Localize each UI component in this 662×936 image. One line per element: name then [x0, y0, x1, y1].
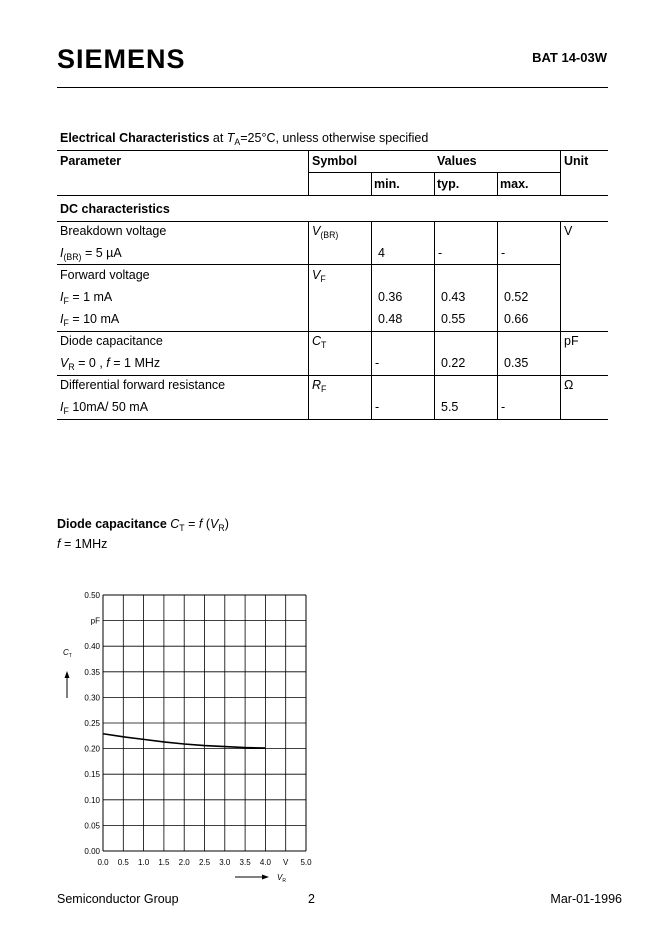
y-axis-arrowhead [65, 671, 70, 678]
row-resistance-min: - [375, 400, 380, 414]
x-axis-arrowhead [262, 875, 269, 880]
x-tick-label: 5.0 [300, 858, 312, 867]
x-tick-label: 0.5 [117, 858, 129, 867]
x-tick-label: 3.5 [239, 858, 251, 867]
y-tick-label: 0.25 [84, 719, 100, 728]
x-tick-label: 4.0 [259, 858, 271, 867]
row-breakdown-min: 4 [378, 246, 385, 260]
footer-company: Semiconductor Group [57, 892, 179, 906]
siemens-logo: SIEMENS [57, 44, 186, 74]
header-values: Values [437, 154, 477, 168]
row-forward-min1: 0.36 [378, 290, 403, 304]
row-capacitance-max: 0.35 [504, 356, 529, 370]
electrical-characteristics-title: Electrical Characteristics at $T_A=25^\circ C$, unless otherwise specified [60, 131, 429, 147]
row-resistance-typ: 5.5 [441, 400, 459, 414]
y-tick-label: 0.40 [84, 642, 100, 652]
y-axis-label: $C_T$ [63, 648, 72, 659]
y-tick-label: 0.15 [84, 770, 100, 780]
row-forward-typ1: 0.43 [441, 290, 466, 304]
row-capacitance-unit: pF [564, 334, 579, 348]
row-forward-param: Forward voltage [60, 268, 150, 282]
x-tick-label: 2.5 [198, 858, 211, 867]
header-typ: typ. [437, 177, 460, 191]
row-breakdown-symbol: $V_{(BR)}$ [312, 224, 339, 240]
y-tick-label: 0.10 [84, 795, 100, 805]
row-breakdown-unit: V [564, 224, 573, 238]
header-rule [57, 87, 608, 88]
row-forward-max2: 0.66 [504, 312, 529, 326]
header-parameter: Parameter [60, 154, 122, 168]
x-tick-label: 3.0 [219, 858, 231, 867]
part-number: BAT 14-03W [532, 50, 607, 65]
row-capacitance-typ: 0.22 [441, 356, 466, 370]
row-resistance-unit: Ω [564, 378, 574, 392]
capacitance-chart [55, 585, 325, 885]
y-tick-label: 0.35 [84, 667, 100, 677]
row-forward-max1: 0.52 [504, 290, 529, 304]
x-tick-label: 2.0 [178, 858, 190, 867]
row-breakdown-typ: - [438, 246, 443, 260]
row-capacitance-symbol: $C_T$ [312, 334, 327, 350]
row-breakdown-max: - [501, 246, 506, 260]
footer-page-number: 2 [308, 892, 315, 906]
x-tick-label: 1.5 [158, 858, 170, 867]
header-min: min. [374, 177, 400, 191]
row-forward-cond2: $I_F = 10$ mA [60, 312, 120, 328]
capacitance-plot-frequency: f = 1MHz [57, 537, 108, 551]
x-tick-label: 0.0 [97, 858, 109, 867]
row-resistance-symbol: $R_F$ [312, 378, 327, 394]
y-tick-label: 0.05 [84, 821, 100, 831]
y-tick-label: 0.50 [84, 591, 100, 600]
row-resistance-param: Differential forward resistance [60, 378, 226, 392]
row-resistance-max: - [501, 400, 506, 414]
x-tick-label: 1.0 [138, 858, 150, 867]
x-axis-label: $V_R$ [277, 873, 286, 884]
row-forward-min2: 0.48 [378, 312, 403, 326]
header-unit: Unit [564, 154, 589, 168]
header-max: max. [500, 177, 529, 191]
row-forward-typ2: 0.55 [441, 312, 466, 326]
footer-date: Mar-01-1996 [550, 892, 622, 906]
header-symbol: Symbol [312, 154, 358, 168]
x-tick-label: V [283, 858, 289, 867]
row-breakdown-param: Breakdown voltage [60, 224, 167, 238]
row-forward-symbol: $V_F$ [312, 268, 326, 284]
row-capacitance-min: - [375, 356, 380, 370]
y-tick-label: 0.00 [84, 847, 100, 856]
y-tick-label: 0.20 [84, 744, 100, 754]
y-tick-label: 0.30 [84, 693, 100, 703]
row-breakdown-cond: $I_{(BR)} = 5$ µA [60, 246, 122, 262]
row-resistance-cond: $I_F$ 10mA/ 50 mA [60, 400, 149, 416]
section-dc: DC characteristics [60, 202, 170, 216]
row-capacitance-cond: $V_R = 0$ , f = 1 MHz [60, 356, 161, 372]
capacitance-plot-title: Diode capacitance $C_T = f$ $(V_R)$ [57, 517, 229, 533]
row-forward-cond1: $I_F = 1$ mA [60, 290, 113, 306]
row-capacitance-param: Diode capacitance [60, 334, 163, 348]
y-tick-label: pF [90, 616, 100, 626]
